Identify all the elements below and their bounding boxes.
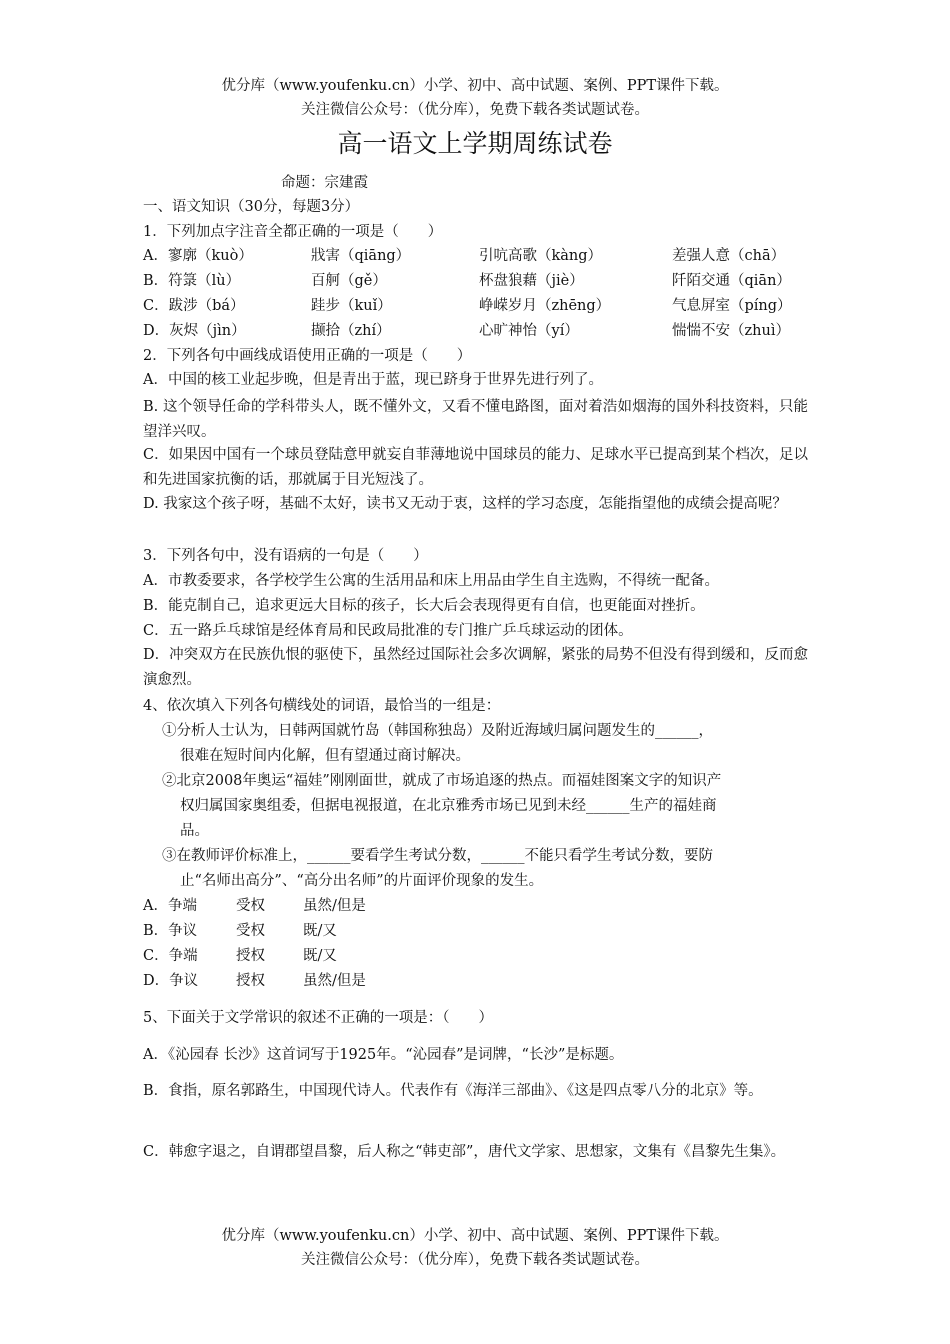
q4-a-3: 虽然/但是	[303, 898, 366, 914]
q1-b-1: B．符箓（lù）	[143, 273, 241, 289]
q4-d-1: D．争议	[143, 973, 199, 989]
q1-d-2: 撷拾（zhí）	[311, 323, 391, 339]
section-heading: 一、语文知识（30分，每题3分）	[143, 199, 360, 215]
q2-option-c: C．如果因中国有一个球员登陆意甲就妄自菲薄地说中国球员的能力、足球水平已提高到某个档次，足以和先进国家抗衡的话，那就属于目光短浅了。	[143, 447, 808, 488]
q1-d-3: 心旷神怡（yí）	[479, 323, 579, 339]
q2-option-a: A．中国的核工业起步晚，但是青出于蓝，现已跻身于世界先进行列了。	[143, 372, 603, 388]
q3-option-b: B．能克制自己，追求更远大目标的孩子，长大后会表现得更有自信，也更能面对挫折。	[143, 598, 705, 614]
q4-sentence-3a: ③在教师评价标准上，______要看学生考试分数，______不能只看学生考试分数，要防	[162, 848, 713, 864]
q3-option-c: C．五一路乒乓球馆是经体育局和民政局批准的专门推广乒乓球运动的团体。	[143, 623, 633, 639]
q1-d-4: 惴惴不安（zhuì）	[672, 323, 790, 339]
q3-option-a: A．市教委要求，各学校学生公寓的生活用品和床上用品由学生自主选购，不得统一配备。	[143, 573, 719, 589]
footer-line-2: 关注微信公众号：（优分库），免费下载各类试题试卷。	[301, 1252, 649, 1268]
q5-option-b: B．食指，原名郭路生，中国现代诗人。代表作有《海洋三部曲》、《这是四点零八分的北京》等。	[143, 1083, 763, 1099]
q1-a-2: 戕害（qiāng）	[311, 248, 411, 264]
q1-b-4: 阡陌交通（qiān）	[672, 273, 791, 289]
q3-stem: 3．下列各句中，没有语病的一句是（ ）	[143, 548, 428, 564]
q4-sentence-2b: 权归属国家奥组委，但据电视报道，在北京雅秀市场已见到未经______生产的福娃商	[180, 798, 717, 814]
q1-d-1: D．灰烬（jìn）	[143, 323, 246, 339]
q5-option-c: C．韩愈字退之，自谓郡望昌黎，后人称之“韩吏部”，唐代文学家、思想家，文集有《昌黎先生集》。	[143, 1144, 786, 1160]
header-line-1: 优分库（www.youfenku.cn）小学、初中、高中试题、案例、PPT课件下载。	[221, 78, 729, 94]
q1-c-4: 气息屏室（píng）	[672, 298, 792, 314]
q1-stem: 1．下列加点字注音全都正确的一项是（ ）	[143, 224, 443, 240]
q4-d-3: 虽然/但是	[303, 973, 366, 989]
q2-stem: 2．下列各句中画线成语使用正确的一项是（ ）	[143, 348, 472, 364]
q4-a-2: 受权	[236, 898, 265, 914]
q2-option-d: D. 我家这个孩子呀，基础不太好，读书又无动于衷，这样的学习态度，怎能指望他的成绩会提高呢？	[143, 496, 787, 512]
q4-stem: 4、依次填入下列各句横线处的词语，最恰当的一组是：	[143, 698, 501, 714]
header-line-2: 关注微信公众号：（优分库），免费下载各类试题试卷。	[301, 102, 649, 118]
q4-sentence-2c: 品。	[180, 823, 209, 839]
q4-b-3: 既/又	[303, 923, 337, 939]
author-line: 命题：宗建霞	[281, 175, 368, 191]
q1-a-1: A．寥廓（kuò）	[143, 248, 253, 264]
q5-stem: 5、下面关于文学常识的叙述不正确的一项是：（ ）	[143, 1010, 493, 1026]
q1-c-3: 峥嵘岁月（zhēng）	[479, 298, 611, 314]
page-title: 高一语文上学期周练试卷	[337, 129, 613, 158]
q5-option-a: A．《沁园春 长沙》这首词写于1925年。“沁园春”是词牌，“长沙”是标题。	[143, 1047, 624, 1063]
q4-sentence-3b: 止“名师出高分”、“高分出名师”的片面评价现象的发生。	[180, 873, 544, 889]
q4-a-1: A．争端	[143, 898, 197, 914]
footer-line-1: 优分库（www.youfenku.cn）小学、初中、高中试题、案例、PPT课件下载。	[221, 1228, 729, 1244]
q4-c-1: C．争端	[143, 948, 198, 964]
q4-sentence-2a: ②北京2008年奥运“福娃”刚刚面世，就成了市场追逐的热点。而福娃图案文字的知识产	[162, 773, 722, 789]
q4-c-2: 授权	[236, 948, 265, 964]
q4-b-2: 受权	[236, 923, 265, 939]
q4-d-2: 授权	[236, 973, 265, 989]
q4-sentence-1a: ①分析人士认为，日韩两国就竹岛（韩国称独岛）及附近海域归属问题发生的______，	[162, 723, 713, 739]
q1-c-2: 跬步（kuǐ）	[311, 298, 392, 314]
q2-option-b: B. 这个领导任命的学科带头人，既不懂外文，又看不懂电路图，面对着浩如烟海的国外科技资料，只能望洋兴叹。	[143, 399, 808, 440]
q1-c-1: C．跋涉（bá）	[143, 298, 245, 314]
q3-option-d: D．冲突双方在民族仇恨的驱使下，虽然经过国际社会多次调解，紧张的局势不但没有得到缓和，反而愈演愈烈。	[143, 647, 808, 688]
q1-b-3: 杯盘狼藉（jiè）	[479, 273, 584, 289]
q1-b-2: 百舸（gě）	[311, 273, 387, 289]
q1-a-4: 差强人意（chā）	[672, 248, 786, 264]
q1-a-3: 引吭高歌（kàng）	[479, 248, 603, 264]
q4-sentence-1b: 很难在短时间内化解，但有望通过商讨解决。	[180, 748, 470, 764]
q4-b-1: B．争议	[143, 923, 198, 939]
q4-c-3: 既/又	[303, 948, 337, 964]
